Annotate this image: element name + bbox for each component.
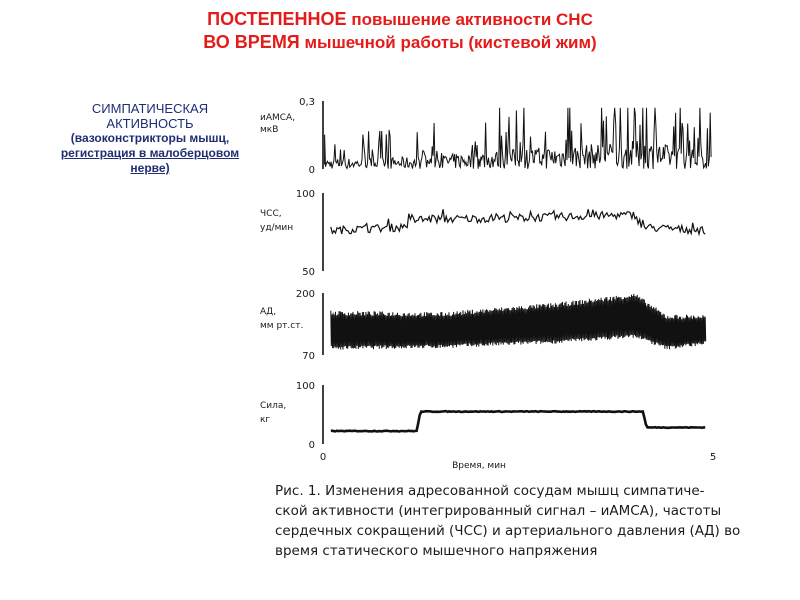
trace-2: [331, 294, 706, 350]
caption-line-3: сердечных сокращений (ЧСС) и артериального давления (АД) во: [275, 523, 741, 539]
x-tick-0: 0: [319, 452, 327, 463]
y-tick-top-1: 100: [295, 189, 315, 200]
y-label-3: Сила,: [260, 401, 287, 411]
side-label-line-1: СИМПАТИЧЕСКАЯ АКТИВНОСТЬ: [91, 101, 209, 131]
caption-line-4: время статического мышечного напряжения: [275, 543, 598, 559]
physiology-figure: [245, 88, 735, 478]
y-label-0: иАМСА,: [260, 113, 296, 123]
trace-3: [331, 411, 705, 431]
y-label-1: ЧСС,: [260, 209, 282, 219]
y-tick-bottom-3: 0: [308, 440, 315, 451]
y-unit-2: мм рт.ст.: [260, 321, 304, 331]
x-tick-5: 5: [709, 452, 717, 463]
y-unit-0: мкВ: [260, 125, 279, 135]
figure-caption: [275, 481, 741, 561]
x-axis-label: Время, мин: [452, 461, 506, 471]
slide-title: [0, 8, 800, 54]
y-tick-top-2: 200: [295, 289, 315, 300]
y-unit-1: уд/мин: [260, 223, 294, 233]
caption-line-2: ской активности (интегрированный сигнал – иАМСА), частоты: [275, 503, 722, 519]
y-unit-3: кг: [260, 415, 271, 425]
y-tick-bottom-2: 70: [302, 351, 315, 362]
y-tick-bottom-0: 0: [308, 165, 315, 176]
trace-1: [331, 209, 705, 234]
y-label-2: АД,: [260, 307, 277, 317]
caption-line-1: Рис. 1. Изменения адресованной сосудам мышц симпатиче-: [275, 483, 705, 499]
title-line-1: ПОСТЕПЕННОЕ повышение активности СНС: [207, 9, 593, 29]
y-tick-top-0: 0,3: [299, 97, 315, 108]
trace-0: [325, 108, 712, 169]
title-line-2: ВО ВРЕМЯ мышечной работы (кистевой жим): [203, 32, 597, 52]
y-tick-bottom-1: 50: [302, 267, 315, 278]
side-label-line-3: регистрация в малоберцовом нерве): [60, 146, 240, 175]
y-tick-top-3: 100: [295, 381, 315, 392]
side-label: [60, 101, 240, 176]
side-label-line-2: (вазоконстрикторы мышц,: [70, 131, 230, 145]
